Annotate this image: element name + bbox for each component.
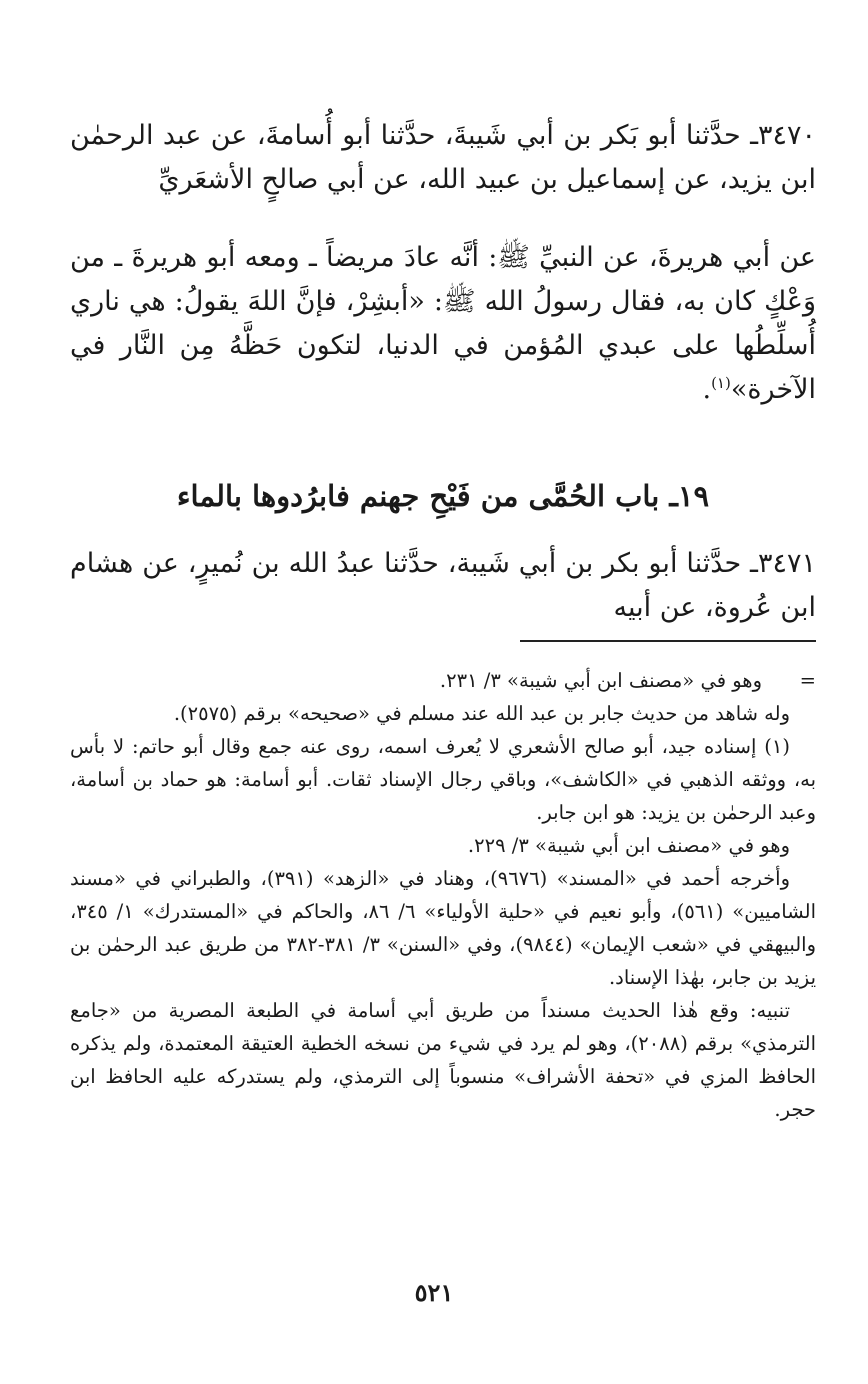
hadith-3470-text [70,236,816,412]
footnote-1-para-1: (١) إسناده جيد، أبو صالح الأشعري لا يُعرف اسمه، روى عنه جمع وقال أبو حاتم: لا بأس به، ووثقه الذهبي في «الكاشف»، وباقي رجال الإسناد ثقات. أبو أسامة: هو حماد بن أسامة، وعبد الرحمٰن بن يزيد: هو ابن جابر. [70,735,816,824]
footnote-continuation [70,664,816,697]
hadith-3470-matn: عن أبي هريرةَ، عن النبيِّ ﷺ: أنَّه عادَ مريضاً ـ ومعه أبو هريرةَ ـ من وَعْكٍ كان به، فقال رسولُ الله ﷺ: «أبشِرْ، فإنَّ اللهَ يقولُ: هي ناري أُسلِّطُها على عبدي المُؤمن في الدنيا، لتكون حَظَّهُ مِن النَّار في الآخرة» [70,242,816,405]
hadith-3470-chain [70,114,816,202]
hadith-3470-body [70,236,816,412]
hadith-3471-chain-text: ٣٤٧١ـ حدَّثنا أبو بكر بن أبي شَيبة، حدَّثنا عبدُ الله بن نُميرٍ، عن هشام ابن عُروة، عن أبيه [70,548,816,623]
footnote-cont-line-2: وله شاهد من حديث جابر بن عبد الله عند مسلم في «صحيحه» برقم (٢٥٧٥). [173,702,790,725]
page-number: ٥٢١ [414,1278,454,1307]
footnotes-section [70,664,816,1126]
footnote-separator [520,640,816,642]
chapter-heading: ١٩ـ باب الحُمَّى من فَيْحِ جهنم فابرُدوها بالماء [176,479,710,513]
footnote-1-para-3: وأخرجه أحمد في «المسند» (٩٦٧٦)، وهناد في «الزهد» (٣٩١)، والطبراني في «مسند الشاميين» (٥٦١)، وأبو نعيم في «حلية الأولياء» ٦/ ٨٦، والحاكم في «المستدرك» ١/ ٣٤٥، والبيهقي في «شعب الإيمان» (٩٨٤٤)، وفي «السنن» ٣/ ٣٨١-٣٨٢ من طريق عبد الرحمٰن بن يزيد بن جابر، بهٰذا الإسناد. [70,867,816,989]
footnote-1-para-2: وهو في «مصنف ابن أبي شيبة» ٣/ ٢٢٩. [467,834,790,857]
hadith-3470-end: . [702,374,712,405]
footnote-ref-1[interactable]: (١) [711,374,731,392]
hadith-3470-chain-text: ٣٤٧٠ـ حدَّثنا أبو بَكر بن أبي شَيبةَ، حدَّثنا أبو أُسامةَ، عن عبد الرحمٰن ابن يزيد، عن إسماعيل بن عبيد الله، عن أبي صالحٍ الأشعَريِّ [70,120,816,195]
footnote-note: تنبيه: وقع هٰذا الحديث مسنداً من طريق أبي أسامة في الطبعة المصرية من «جامع الترمذي» برقم (٢٠٨٨)، وهو لم يرد في شيء من نسخه الخطية العتيقة المعتمدة، ولم يذكره الحافظ المزي في «تحفة الأشراف» منسوباً إلى الترمذي، ولم يستدركه عليه الحافظ ابن حجر. [70,999,816,1121]
hadith-3471-chain [70,542,816,630]
continuation-mark: = [799,669,816,692]
footnote-cont-line-1: وهو في «مصنف ابن أبي شيبة» ٣/ ٢٣١. [439,669,762,692]
